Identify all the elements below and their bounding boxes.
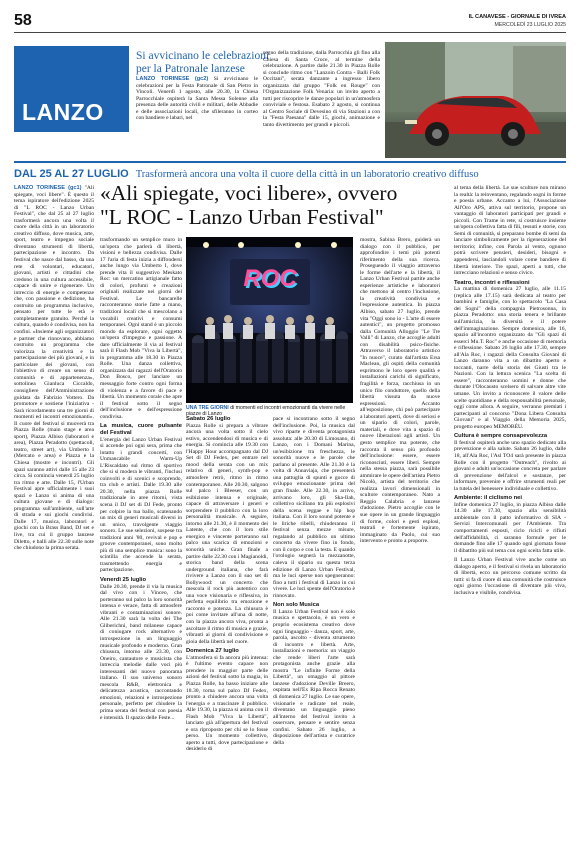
headline-line1: «Ali spiegate, voci libere», ovvero [100, 181, 398, 205]
subheading-sunday: Domenica 27 luglio [186, 648, 239, 655]
headline-line2: "L ROC - Lanzo Urban Festival" [100, 205, 384, 229]
article-col4: pace si incontrano sotto il segno dell'inclusione. Poi, la musica dal vivo riparte e diventa protagonista assoluta: alle 20.30 di Limosano, di Lanzo, con i Domani Marina, un'esibizione tra freschezza, le sonorità nuove e le parole che parlano al presente. Alle 21.30 è la volta di Annaviaja, che presenterà una pattuglia di spunti e gocce di sviluppo emozionante prima del gran finale. Alle 22.30, in arrivo, arrivano loro, gli Ska-Ilah, collettivo siciliano tra più esplosivi della scena reggae e hip hop italiana. Con il loro sound potente e le liriche ribelli, chiuderanno il festival senza mezze misure, regalando al pubblico un ultimo concerto da vivere fino in fondo, con il corpo e con la testa. E quando l'orologio segnerà la mezzanotte, caleva il sipario su questa terza edizione di Lanzo Urban Festival, ma le luci sperse non spegneranno: fino a tutti i festival di Lanzo in cui vivere. Le luci spente dell'Oratorio è rinnovato. Non solo Musica Il Lanzo Urban Festival non è solo musica e spettacolo, è un vero e proprio ecosistema creativo dove ogni linguaggio - danza, sport, arte, parola, ascolto - diventa strumento di incontro e libertà. Arte, installazioni e memoria: un viaggio che rende liberi l'arte sarà protagonista anche grazie alla mostra "Le infinite Forme della Libertà", un omaggio al pittore lanzese d'adozione Deville Breero, ospitata nell'Ex Ripa Rocca Renato di domenica 27 luglio. Le sue opere, visionarie e radicate nel reale, diventano un linguaggio pieno all'interno del festival invito a osservare, pensare e sentire senza confini. Sabato 26 luglio, a disposizione dell'artista e curatrice della [273, 416, 355, 746]
subheading-not-only-music: Non solo Musica [273, 602, 320, 609]
top-story-title: Si avvicinano le celebrazioni per la Patronale lanzese [136, 50, 270, 75]
kicker-rule-top [14, 161, 566, 163]
article-col5: mostra, Sabina Brero, guiderà un dialogo con il pubblico, per approfondire i temi più potenti riferimento della sua ricerca. Proseguendo il viaggio attraverso le forme dell'arte e la libertà, il Lanzo Urban Festival partite anche esperienze artistiche e laboratori che mettono al centro l'inclusione, la creatività condivisa e l'espressione autentica. In piazza Albiso, sabato 27 luglio, prende vita "Oggi sono io - L'arte di essere autentici", un progetto promosso dalla Comunità Alloggio "Le Tre Valli" di Lanzo, che accoglie adulti con disabilità psico-fisiche. Attraverso il laboratorio artistico "In nuoce", curato dall'artista Ersa Maclean, gli ospiti della comunità esprimono le loro opere qualità e installazioni carichi di significato, fragilità e forza, racchiusa in un unico filo conduttore, quello della libertà vissuta da nuove espressioni. Accanto all'esposizione, chi può partecipare a laboratori aperti, dove di seriosi e un sipario di colori, parole, materiali, e dove vita a spazio di nuove liberazioni agli artisti. Un gesto semplice ma potente, che racconta il senso più profondo dell'inclusione: essere, essere riconosciuti, essere liberi. Sempre nella stessa piazza, sarà possibile ammirare le opere dell'artista Pietro Nicolò, artista del territorio che realizza lavori dimensionali in scultore contemporaneo. Nato a Reggio Calabria e lanzese d'adozione. Pietro accoglie con le sue opere in un grande linguaggio di forme, colori e gesti esplosi, teatrali e fortemente ispirato, immaginato da Paolo, cui suo intervento e pronto a proporre. [360, 237, 440, 545]
top-story-col2: segno della tradizione, dalla Parrocchia gli fino alla Chiesa di Santa Croce, al termine della celebrazione. A partire dalle 21.30 in Piazza Rolle si conclude ritmo con "Lanzoin Contra - Balli Folk Occitani", serata danzante a ingresso libero organizzata dal gruppo "Folk en Rouge" con l'Organizzazione Folk Venaria: un invito aperto a tutti per riscoprire le danze popolari in un'atmosfera conviviale e festosa. Esabato 2 agosto, si continua al Centro Sociale di Devesino di via Stazioni a con la "Festa Paesana" dalle 15, giochi, animazione e tanto divertimento per grandi e piccoli. [263, 50, 380, 129]
subheading-friday: Venerdì 25 luglio [100, 576, 147, 583]
concert-photo [186, 237, 353, 403]
article-headline [100, 181, 450, 229]
kicker-date-range: DAL 25 AL 27 LUGLIO [14, 168, 129, 180]
article-col3: Sabato 26 luglio Piazza Rolle si prepara a vibrare ancora una volta sotto il cielo estivo, accendendosi di musica e di energia. Si comincia alle 19.30 con l'Happy Hour accompagnato dal DJ Set di DJ Fedex, per entrare nel mood della serata con un mix relativo di generi, synth-pop e atmosfere retrò, ritmo in ritmo contemporaneo. Alle 20.30, salgono sul palco i Bleeser, con un esibizione intensa e originale, capace di attraversare i generi e sorprendere il pubblico con la loro personalità musicale. A seguire, intorno alle 21.30, è il momento dei Latente, che con il loro stile energico e vincente porteranno sul palco una scarica di emozioni e sonorità uniche. Gran finale a partire dalle 22.30 con i Magianoldi, storica band della scena underground italiana, che farà rivivere a Lanzo con il suo set di Bollywood: un concerto che mescola il rock più autentico con una voce visionaria e riflessiva, in perfetta equilibrio tra emozione e racconto e potenza. La chiusura è poi come invitare all'una di notte, con la piazza ancora viva, pronta a ascoltare il ritmo di musica e grazie, vibranti ai giorni di condivisione e gioia della libertà nel cuore. Domenica 27 luglio L'atmosfera si fa ancora più intensa: è l'ultimo evento capace non prendere in maggior parte delle azioni del festival sotto la magia, in Piazza Rolle, ha basso iniziare alle 18.30, torna sul palco DJ Fedex, pronto a chiudere ancora una volta l'energia e a trascinare il pubblico. Alle 19.30, la piazza si anima con il Flash Mob "Viva la Libertà", lanciato già all'apertura del festival e ora riproposto per chi se lo fosse perso. Un momento collettivo, aperto a tutti, dove partecipazione e desiderio di [186, 416, 268, 753]
festival-logo: ROC [243, 265, 297, 292]
header-date: MERCOLEDÌ 23 LUGLIO 2025 [494, 22, 566, 28]
section-title: LANZO [22, 99, 104, 125]
subheading-music: La musica, cuore pulsante del Festival [100, 423, 182, 436]
red-car-illustration [385, 42, 566, 158]
article-col6: al tema della libertà. Le sue sculture non mirano la realtà: la reinventano, regalando sogni in forme e poesia urbane. Accanto a lui, l'Associazione All'Oro APS, attiva sul territorio, propone un vantaggio di laboratori participati per grandi e piccoli. Con Trame in rete, si costruisce insieme un'opera collettiva fatta di fili, tessuti e storie, con Semi di comunità, si preparano bombe di semi da lanciare simbolicamente per la rigenerazione del territorio; infine, con Parola al vento, ognuno potrà scrivere pensieri, desideri, bisogni e appendersi, lasciandoli volare come bandiere di libertà interiore. Tre spazi, aperti a tutti, che intrecciano relazioni e senso civico. Teatro, incontri e riflessioni La mattina di domenica 27 luglio, alle 11.15 (replica alle 17.15) sarà dedicata al teatro per bambini e famiglie, con lo spettacolo "La Casa dei Sogni" della compagnia Pietrosonna, in piazza Peradotto: una storia tenera e brillante sull'amicizia, la diversità e il potere dell'immaginazione. Sempre domenica, alle 16, spazio all'incontro organizzato da "Gli spazi di esserci Mu.T. Roc" e anche occasione di memoria e riflessione. Sabato 26 luglio alle 17.30, sempre all'Ala Roc, i ragazzi della Consulta Giovani di Lanzo daranno vita a un dibattito aperto e toccanti, narre della storia dei Giusti tra le Nazioni. Con la lettura scenica "La scelta di essere", racconteranno uomini e donne che durante l'Olocausto scelsero di salvare altre vite umane. Un invito a riconoscere il valore delle scelte quotidiane e della responsabilità personale, oggi come allora. A seguire, verranno premiati i partecipanti al concorso "Dona Libera Consulta Giovani" e al Viaggio della Memoria 2025, progetto europeo MEMOBÉU. Cultura è sempre consapevolezza Il festival ospiterà anche uno spazio dedicato alla prevenzione e alla salute. Sabato 26 luglio, dalle 18, all'Ala Roc, l'Asl TO4 sarà presente in piazza Rolle con il progetto "Outreach", rivolto ai giovani e adulti un'occasione concreta per parlare di prevenzione dell'alcol e sostanze, per informare, prevenire e offrire strumenti reali per la tutela del benessere individuale e collettivo. Ambiente: il ciclismo nei Infine domenica 27 luglio, in piazza Albiso dalle 14.30 alle 17.30, spazio alla sensibilità ambientale con il patto informativo di SIA - Servizi Intercomunali per l'Ambiente. Tra comportamenti esposti, ciclo ricicli e rifiuti dell'affidabilità, ci saranno formule per le domande fino alle 17 quando ogni giornata fosse il dibattito più sul tema con ogni scelta fatta utile. Il Lanzo Urban Festival vive anche come un dialogo aperto, e il festival si rivela un laboratorio di libertà, ecco un percorso comune scritto da tutti: si fa di cuore di una comunità che costruisce ogni giorno l'occasione di diventare più viva, inclusiva e visibile, condivisa. [454, 185, 566, 596]
header-paper-name: IL CANAVESE - GIORNALE DI IVREA [468, 14, 566, 20]
kicker-text: Trasformerà ancora una volta il cuore della città in un laboratorio creativo diffuso [135, 169, 479, 180]
subheading-saturday: Sabato 26 luglio [186, 416, 231, 422]
top-story-col1: LANZO TORINESE (gc2) Si avvicinano le celebrazioni per la Festa Patronale di San Pietro in Vincoli. Venerdì 1 agosto, alle 20.30, la Chiesa Parrocchiale ospiterà la Santa Messa Solenne alla presenza delle autorità civili e militari, delle Abbadie e delle associazioni locali, che sfileranno in corteo con bandiere e labari, nel [136, 76, 258, 122]
page-number: 58 [14, 12, 32, 29]
top-story-photo [385, 42, 566, 158]
header-rule [14, 32, 566, 33]
subheading-culture: Cultura è sempre consapevolezza [454, 433, 548, 440]
kicker [14, 164, 566, 180]
concert-stage-illustration [186, 237, 353, 403]
subheading-environment: Ambiente: il ciclismo nei [454, 495, 522, 502]
subheading-theatre: Teatro, incontri e riflessioni [454, 279, 530, 286]
article-col1: LANZO TORINESE (gc1) "Ali spiegate, voci libere". È questo il tema ispiratore dell'edizione 2025 di "L ROC - Lanzo Urban Festival", che dal 25 al 27 luglio trasformerà ancora una volta il cuore della città in un laboratorio creativo diffuso, dove musica, arte, sport, teatro e impegno sociale diventano strumenti di libertà, partecipazione e incontro. Da festival che nasce dal basso, da una rete di volontari, educatori, giovani, artisti e cittadini che credono in una cultura accessibile, capace di unire e rigenerare. Un intreccio di energie e competenze che, con passione e dedizione, ha costruito un programma inclusivo, pensato per tutte le età e completamente gratuito. Perché la cultura, quando è condivisa, non ha confini. «Insieme agli organizzatori e partner che rinnovano, abbiamo costruito un programma che valorizza la creatività e la partecipazione dei più giovani, e in particolare dei giovani, con l'obiettivo di creare un senso di comunità e di appartenenza», sottolinea Gianluca Ciccaldo, consigliere dell'Amministrazione guidata da Fabrizio Vottero. Da promotore e sostiene l'iniziativa - Sarà ricordamento una tre giorni di momenti ed incontri emozionanti». Il cuore del festival si muoverà tra Piazza Rolle (main stage e area sport), Piazza Albiso (laboratori e area), Piazza Peradotto (spettacoli, teatro, street art), via Umberto I (Mercato e area) e Piazza e la Chiesa (mostre e incontri). Gli spazi saranno attivi dalle 15 alle 23 circa. Si comincia venerdì 25 luglio tra ritmo e arte. Dalle 15, l'Urban Festival apre ufficialmente i suoi spazi e Lanzo si anima di una cultura giovane e di dialogo: programma sull'ambiente, sull'arte di strada e sui giochi condivisi. Dalle 17, musica, laboratori e giochi con la Brass Band, DJ set e live, tra cui il gruppo lanzese Diletto, e balli alle 22.30 sulle note che chiudono la prima serata. [14, 185, 94, 552]
article-col2: trasformando un semplice muro in un'opera che parlerà di libertà, visioni e bellezza condivisa. Dalle 17 l'aria di festa inizia a diffondersi anche lungo via Umberto I, dove prende vita il suggestivo Meskato Roc: un mercatino artigianale fatto di colori, profumi e creazioni originali realizzate nei giorni del Festival. Le bancarelle racconteranno storie fatte a mano, tradizioni locali che si mescolano a vocabili creativi e consumi temporanei. Ogni stand è un piccolo mondo da esplorare, ogni oggetto un'opera d'impegno e passione. A dare ufficialmente il via al festival sarà il Flash Mob "Viva la Libertà", in programma alle 18.30 in Piazza Rolle. Una danza collettiva, organizzata dai ragazzi dell'Oratorio Don Bosco, per lanciare un messaggio forte contro ogni forma di violenza e a favore di pace e libertà. Un momento corale che apre il festival sotto il segno dell'inclusione e dell'espressione condivisa. La musica, cuore pulsante del Festival L'energia del Lanzo Urban Festival si accende poi ogni sera, prima che intatto i grandi concerti, con Unmancabile Warm-Up L'Riscaldato sul ritmo di sportivo che si si modera le vibranti, l'inclusi coinvolti e di scenici e scoprendo, tra club e artisti. Dalle 19.30 alle 20.30, nella piazza Rolle tradizionale in aree ritorni, vista scena il DJ set di DJ Fede, pronto per colpire la tua ballo, scatenando un mix di generi musicali diversi in un unico, travolgente viaggio sonoro. Le sue selezioni, sospese tra tradizioni anni '80, revival e pop e groove contemporanei, sono molto più di una semplice musica: sono la scintilla che accende la serata, trasmettendo energia e partecipazione. Venerdì 25 luglio Dalle 20.30, prende il via la musica dal vivo con i Vinceo, che porteranno sul palco la loro sonorità intensa e verace, fatta di atmosfere vibranti e contaminazioni sonore. Alle 21.30 sarà la volta dei The Gliberichni, band milanese capace di coniugare rock alternativo e introspezione in un linguaggio musicale profondo e moderno. Gran chiusura, intorno alle 23.30, con Oneiro, cantautore e musicista che intreccia melodie dalle voci più interessanti del nuovo panorama italiano. Il suo universo sonoro mescola R&B, elettronica e delicatezza acustica, raccontando emozioni, relazioni e introspezione personale, perfetto per chiudere la prima serata del festival con poesia e intensità. Il spazio delle Feste... [100, 237, 182, 721]
photo-caption: UNA TRE GIORNI di momenti ed incontri emozionanti da vivere nelle piazze di Lanzo [186, 405, 346, 418]
section-band [14, 46, 129, 132]
